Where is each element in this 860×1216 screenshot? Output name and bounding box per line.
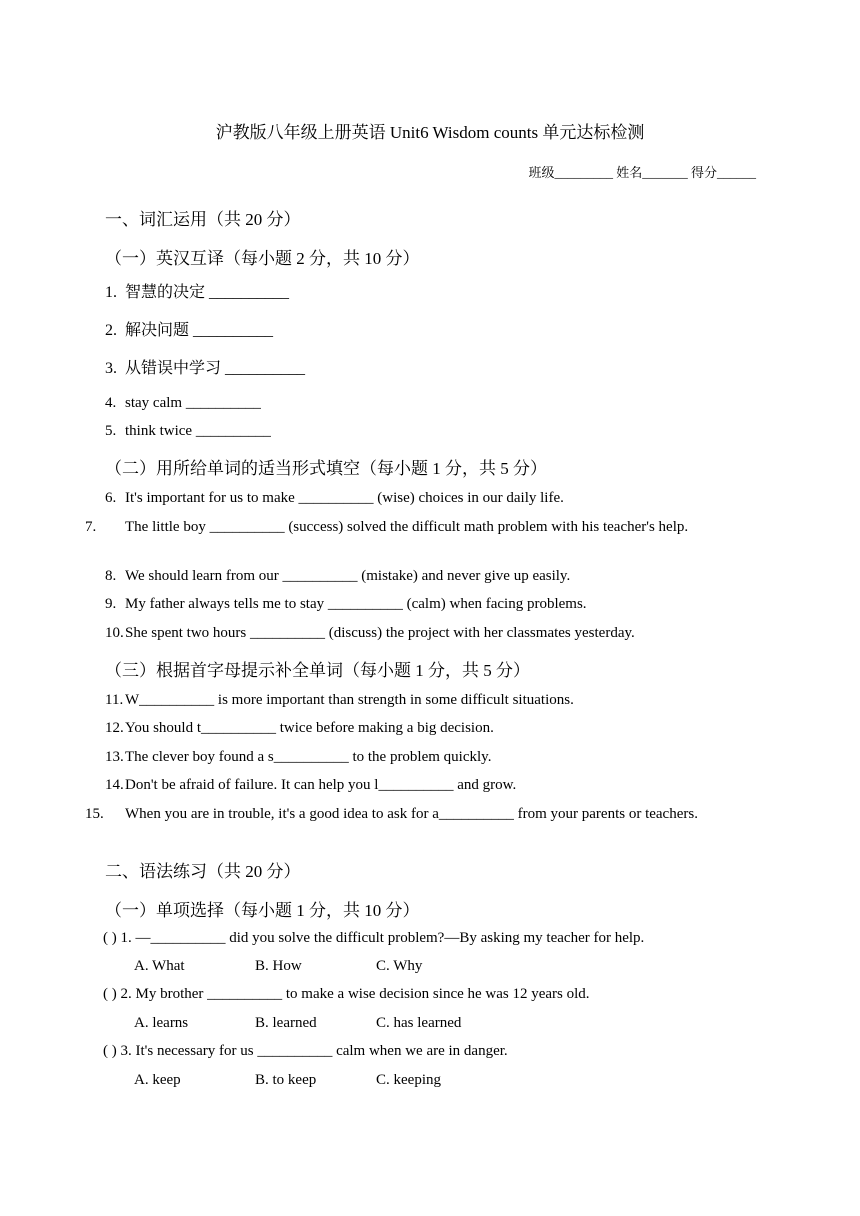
- question-item: [105, 690, 755, 710]
- option-c: C. keeping: [376, 1072, 441, 1088]
- question-item: [105, 393, 755, 413]
- question-item: [105, 775, 755, 795]
- question-text: think twice __________: [125, 423, 271, 439]
- question-number: 6.: [105, 490, 117, 506]
- question-text: The clever boy found a s__________ to the problem quickly.: [125, 749, 492, 765]
- choice-options: [134, 1072, 497, 1089]
- question-number: 9.: [105, 596, 117, 612]
- choice-options: [134, 958, 497, 975]
- option-a: A. keep: [134, 1072, 181, 1088]
- question-number: 3.: [105, 360, 117, 377]
- option-b: B. How: [255, 958, 302, 974]
- subsection-heading-initial-letters: （三）根据首字母提示补全单词（每小题 1 分，共 5 分）: [105, 661, 530, 680]
- question-item: [105, 718, 755, 738]
- question-number: 5.: [105, 423, 117, 439]
- question-item: [105, 594, 755, 614]
- question-text: My father always tells me to stay __________ (calm) when facing problems.: [125, 596, 587, 612]
- question-item: [105, 623, 755, 643]
- question-number: 11.: [105, 692, 124, 708]
- option-a: A. learns: [134, 1015, 189, 1031]
- question-number: 8.: [105, 568, 117, 584]
- question-number: 2.: [105, 322, 117, 339]
- choice-question: ( ) 2. My brother __________ to make a wise decision since he was 12 years old.: [103, 986, 590, 1002]
- option-b: B. to keep: [255, 1072, 317, 1088]
- question-number: 4.: [105, 395, 117, 411]
- question-number: 7.: [85, 519, 97, 535]
- question-number: 1.: [105, 284, 117, 301]
- question-text: She spent two hours __________ (discuss) the project with her classmates yesterday.: [125, 625, 635, 641]
- question-item: [105, 283, 755, 303]
- question-text: W__________ is more important than strength in some difficult situations.: [125, 692, 574, 708]
- question-text: We should learn from our __________ (mistake) and never give up easily.: [125, 568, 571, 584]
- question-number: 15.: [85, 806, 104, 822]
- section-heading-grammar: 二、语法练习（共 20 分）: [105, 862, 301, 881]
- option-c: C. has learned: [376, 1015, 462, 1031]
- subsection-heading-multiple-choice: （一）单项选择（每小题 1 分，共 10 分）: [105, 901, 420, 920]
- question-number: 14.: [105, 777, 124, 793]
- subsection-heading-word-forms: （二）用所给单词的适当形式填空（每小题 1 分，共 5 分）: [105, 459, 547, 478]
- question-text: You should t__________ twice before making a big decision.: [125, 720, 494, 736]
- question-text: 从错误中学习 __________: [125, 360, 306, 377]
- question-number: 10.: [105, 625, 124, 641]
- subsection-heading-translation: （一）英汉互译（每小题 2 分，共 10 分）: [105, 249, 420, 268]
- question-text: When you are in trouble, it's a good idea to ask for a__________ from your parents or teachers.: [125, 806, 698, 822]
- question-item: [105, 321, 755, 341]
- question-number: 12.: [105, 720, 124, 736]
- question-number: 13.: [105, 749, 124, 765]
- page-title: 沪教版八年级上册英语 Unit6 Wisdom counts 单元达标检测: [215, 123, 645, 142]
- question-text: 解决问题 __________: [125, 322, 274, 339]
- option-c: C. Why: [376, 958, 423, 974]
- question-item: [105, 421, 755, 441]
- choice-question: ( ) 1. —__________ did you solve the difficult problem?—By asking my teacher for help.: [103, 930, 645, 946]
- question-text: Don't be afraid of failure. It can help you l__________ and grow.: [125, 777, 517, 793]
- choice-question: ( ) 3. It's necessary for us __________ calm when we are in danger.: [103, 1043, 508, 1059]
- question-text: 智慧的决定 __________: [125, 284, 290, 301]
- question-item: [85, 804, 755, 824]
- question-text: It's important for us to make __________ (wise) choices in our daily life.: [125, 490, 564, 506]
- question-item: [105, 747, 755, 767]
- question-item: [105, 488, 755, 508]
- question-text: The little boy __________ (success) solved the difficult math problem with his teacher's help.: [125, 519, 689, 535]
- choice-options: [134, 1015, 497, 1032]
- section-heading-vocabulary: 一、词汇运用（共 20 分）: [105, 210, 301, 229]
- question-item: [85, 517, 755, 537]
- question-item: [105, 359, 755, 379]
- question-item: [105, 566, 755, 586]
- question-text: stay calm __________: [125, 395, 261, 411]
- option-a: A. What: [134, 958, 185, 974]
- student-info-line: 班级_________ 姓名_______ 得分______: [528, 165, 756, 180]
- option-b: B. learned: [255, 1015, 317, 1031]
